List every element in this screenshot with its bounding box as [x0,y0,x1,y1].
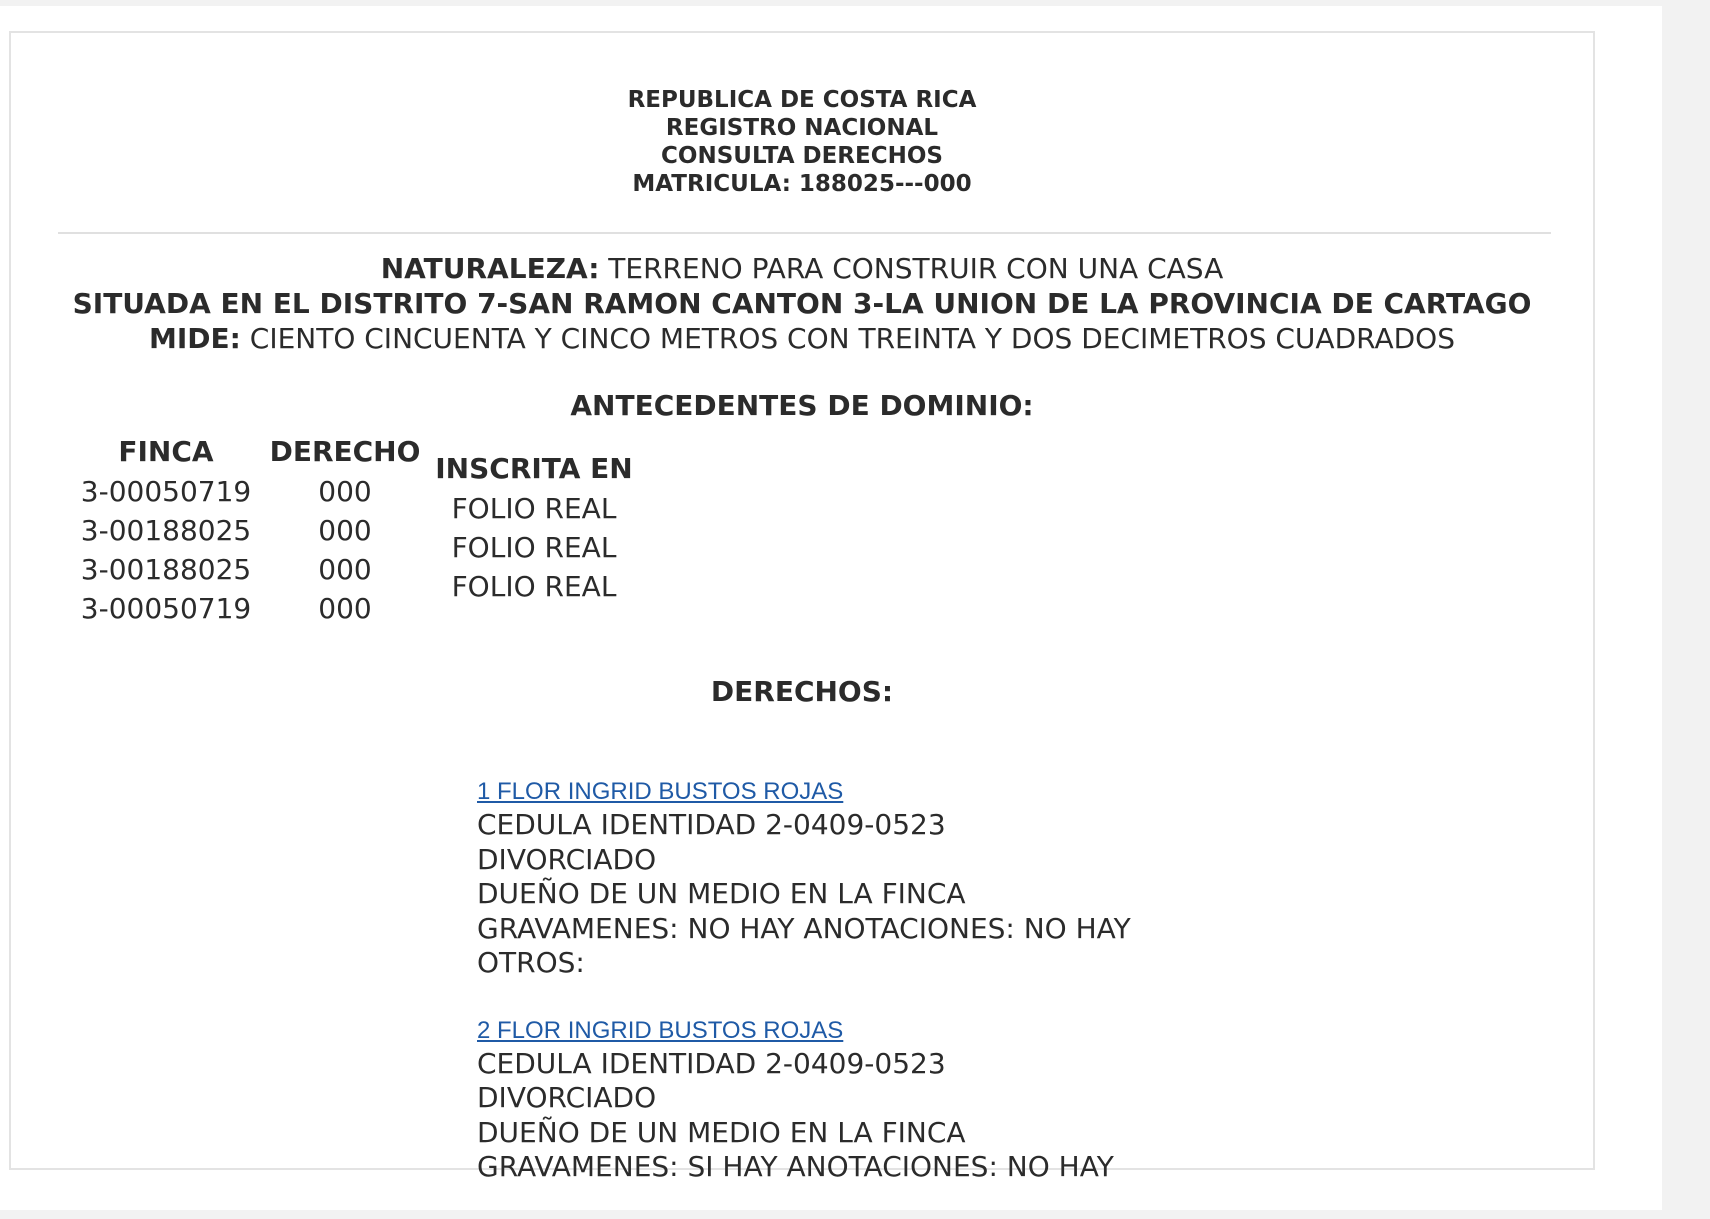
situada-line [11,286,1593,321]
right-owner-link[interactable]: 1 FLOR INGRID BUSTOS ROJAS [477,778,844,805]
header-divider [58,232,1551,234]
naturaleza-line [11,251,1593,286]
antecedentes-title: ANTECEDENTES DE DOMINIO: [570,389,1034,422]
header-query-type: CONSULTA DERECHOS [661,143,943,169]
rights-list [477,776,1131,1219]
inscrita-cell: FOLIO REAL [451,492,617,525]
document-card [9,31,1595,1183]
matricula-value: 188025---000 [798,171,972,197]
finca-column [67,432,265,628]
right-owner-link[interactable]: 2 FLOR INGRID BUSTOS ROJAS [477,1016,844,1044]
mide-line [11,321,1593,356]
right-dueno: DUEÑO DE UN MEDIO EN LA FINCA [477,877,966,910]
derecho-cell: 000 [318,592,372,625]
inscrita-header: INSCRITA EN [435,452,633,485]
right-otros: OTROS: [477,946,585,979]
finca-cell: 3-00050719 [80,592,252,625]
situada-text: SITUADA EN EL DISTRITO 7-SAN RAMON CANTON 3-LA UNION DE LA PROVINCIA DE CARTAGO [72,287,1532,320]
finca-header: FINCA [118,435,214,468]
derecho-cell: 000 [318,553,372,586]
matricula-label: MATRICULA: [632,171,791,197]
finca-cell: 3-00050719 [80,475,252,508]
property-summary [11,251,1593,356]
right-entry [477,1015,1131,1185]
right-cedula: CEDULA IDENTIDAD 2-0409-0523 [477,808,946,841]
inscrita-cell: FOLIO REAL [451,570,617,603]
naturaleza-value: TERRENO PARA CONSTRUIR CON UNA CASA [608,252,1224,285]
document-header [11,86,1593,198]
finca-cell: 3-00188025 [80,553,252,586]
header-country: REPUBLICA DE COSTA RICA [627,87,977,113]
derecho-column [265,432,425,628]
right-gravamenes: GRAVAMENES: SI HAY ANOTACIONES: NO HAY [477,1150,1114,1183]
mide-label: MIDE: [149,322,241,355]
right-estado: DIVORCIADO [477,1081,657,1114]
derecho-header: DERECHO [269,435,421,468]
header-matricula [11,170,1593,198]
right-cedula: CEDULA IDENTIDAD 2-0409-0523 [477,1046,946,1080]
finca-cell: 3-00188025 [80,514,252,547]
right-estado: DIVORCIADO [477,842,657,876]
derecho-cell: 000 [318,475,372,508]
right-dueno: DUEÑO DE UN MEDIO EN LA FINCA [477,1115,966,1149]
right-entry [477,776,1131,981]
inscrita-column [429,449,639,606]
inscrita-cell: FOLIO REAL [451,531,617,564]
mide-value: CIENTO CINCUENTA Y CINCO METROS CON TREINTA Y DOS DECIMETROS CUADRADOS [249,322,1455,355]
right-gravamenes: GRAVAMENES: NO HAY ANOTACIONES: NO HAY [477,911,1131,945]
header-registry: REGISTRO NACIONAL [665,115,939,141]
naturaleza-label: NATURALEZA: [380,252,600,285]
derechos-title: DERECHOS: [710,675,894,708]
derecho-cell: 000 [318,514,372,547]
